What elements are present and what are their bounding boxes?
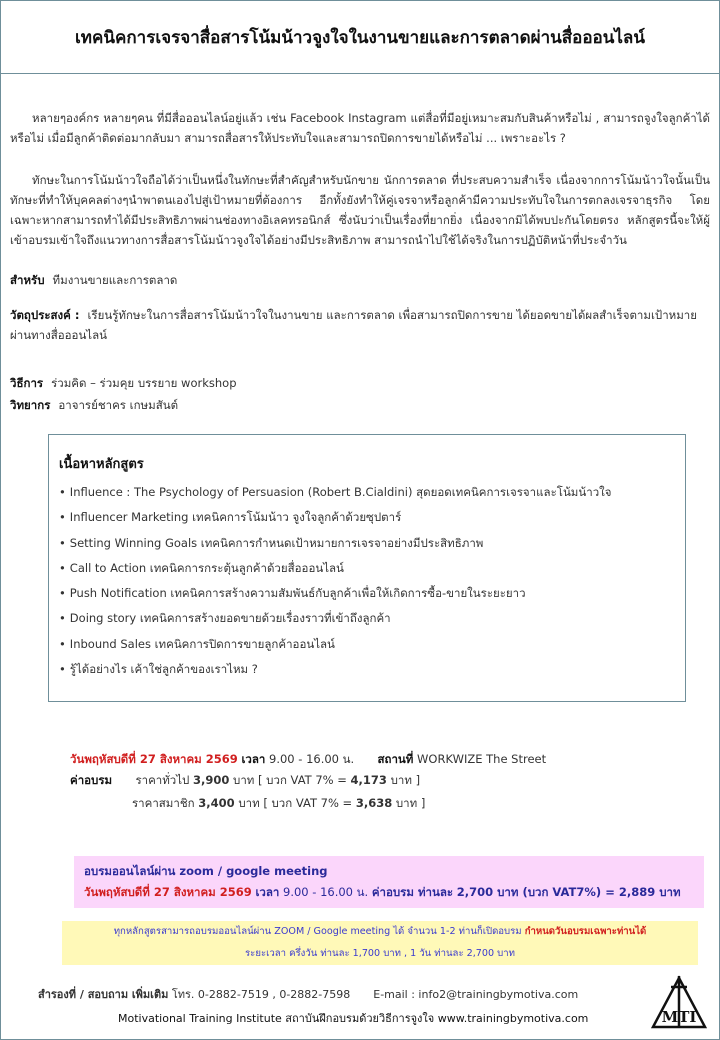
schedule-date: วันพฤหัสบดีที่ 27 สิงหาคม 2569 bbox=[70, 752, 238, 766]
footer-tagline: สถาบันฝึกอบรมด้วยวิธีการจูงใจ bbox=[285, 1012, 435, 1025]
venue-value: WORKWIZE The Street bbox=[417, 752, 547, 766]
intro-paragraph-1: หลายๆองค์กร หลายๆคน ที่มีสื่อออนไลน์อยู่แล้ว เช่น Facebook Instagram แต่สื่อที่มีอยู่เหมาะสมกับสินค้าหรือไม่ , สามารถจูงใจลูกค้าได้หรือไม่ เมื่อมีลูกค้าติดต่อมากลับมา สามารถสื่อสารให้ประทับใจและสามารถปิดการขายได้หรือไม่ ... เพราะอะไร ? bbox=[10, 111, 710, 145]
venue-label: สถานที่ bbox=[377, 752, 414, 766]
method-value: ร่วมคิด – ร่วมคุย บรรยาย workshop bbox=[51, 376, 237, 390]
schedule-date-row bbox=[70, 749, 546, 770]
contact-email[interactable]: E-mail : info2@trainingbymotiva.com bbox=[373, 988, 579, 1001]
speaker-value: อาจารย์ชาคร เกษมสันต์ bbox=[58, 398, 179, 412]
fee-member-end: บาท ] bbox=[395, 796, 426, 810]
fee-member-price: 3,400 bbox=[198, 796, 235, 810]
speaker bbox=[10, 395, 710, 415]
objective-value: เรียนรู้ทักษะในการสื่อสารโน้มน้าวใจในงานขาย และการตลาด เพื่อสามารถปิดการขาย ได้ยอดขายได้ผลสำเร็จตามเป้าหมาย ผ่านทางสื่อออนไลน์ bbox=[10, 308, 698, 342]
course-item: • Push Notification เทคนิคการสร้างความสัมพันธ์กับลูกค้าเพื่อให้เกิดการซื้อ-ขายในระยะยาว bbox=[59, 581, 675, 606]
target-audience bbox=[10, 270, 710, 290]
mti-logo-icon bbox=[650, 975, 708, 1029]
online-fee-label: ค่าอบรม ท่านละ bbox=[371, 885, 454, 899]
course-item: • Call to Action เทคนิคการกระตุ้นลูกค้าด้วยสื่อออนไลน์ bbox=[59, 556, 675, 581]
fee-member-total: 3,638 bbox=[355, 796, 393, 810]
target-audience-value: ทีมงานขายและการตลาด bbox=[52, 273, 178, 287]
online-time: 9.00 - 16.00 น. bbox=[283, 885, 369, 899]
course-item: • รู้ได้อย่างไร เค้าใช่ลูกค้าของเราไหม ? bbox=[59, 657, 675, 682]
objective bbox=[10, 305, 710, 345]
fee-general-total: 4,173 bbox=[350, 773, 387, 787]
course-item: • Doing story เทคนิคการสร้างยอดขายด้วยเรื่องราวที่เข้าถึงลูกค้า bbox=[59, 606, 675, 631]
method-label: วิธีการ bbox=[10, 376, 44, 390]
course-content-heading: เนื้อหาหลักสูตร bbox=[59, 457, 144, 472]
footer-org: Motivational Training Institute bbox=[118, 1012, 282, 1025]
objective-label: วัตถุประสงค์ : bbox=[10, 308, 80, 322]
fee-general-price: 3,900 bbox=[193, 773, 230, 787]
online-title: อบรมออนไลน์ผ่าน zoom / google meeting bbox=[84, 864, 328, 878]
course-content-list bbox=[59, 480, 675, 682]
intro-paragraph-2: ทักษะในการโน้มน้าวใจถือได้ว่าเป็นหนึ่งในทักษะที่สำคัญสำหรับนักขาย นักการตลาด ที่ประสบความสำเร็จ เนื่องจากการโน้มน้าวใจนั้นเป็นทักษะที่ทำให้บุคคลต่างๆนำพาตนเองไปสู่เป้าหมายที่ต้องการ อีกทั้งยังทำให้คู่เจรจาหรือลูกค้ามีความประทับใจในการตกลงเจรจาธุรกิจ โดยเฉพาะหากสามารถทำได้มีประสิทธิภาพผ่านช่องทางอิเลคทรอนิกส์ ซึ่งนับว่าเป็นเรื่องที่ยากยิ่ง เนื่องจากมิได้พบปะกันโดยตรง หลักสูตรนี้จะให้ผู้เข้าอบรมเข้าใจถึงแนวทางการสื่อสารโน้มน้าวจูงใจได้อย่างมีประสิทธิภาพ สามารถนำไปใช้ได้จริงในการปฏิบัติหน้าที่ประจำวัน bbox=[10, 173, 710, 247]
page-title: เทคนิคการเจรจาสื่อสารโน้มน้าวจูงใจในงานขายและการตลาดผ่านสื่อออนไลน์ bbox=[75, 28, 645, 48]
online-time-label: เวลา bbox=[255, 885, 280, 899]
contact-label: สำรองที่ / สอบถาม เพิ่มเติม bbox=[38, 988, 169, 1001]
course-item: • Setting Winning Goals เทคนิคการกำหนดเป้าหมายการเจรจาอย่างมีประสิทธิภาพ bbox=[59, 531, 675, 556]
header bbox=[0, 0, 720, 74]
course-item: • Inbound Sales เทคนิคการปิดการขายลูกค้าออนไลน์ bbox=[59, 632, 675, 657]
course-item: • Influencer Marketing เทคนิคการโน้มน้าว จูงใจลูกค้าด้วยซุปตาร์ bbox=[59, 505, 675, 530]
online-date: วันพฤหัสบดีที่ 27 สิงหาคม 2569 bbox=[84, 885, 252, 899]
notice-line-1 bbox=[62, 921, 698, 943]
fee-general-vat: บาท [ บวก VAT 7% = bbox=[233, 773, 347, 787]
course-item: • Influence : The Psychology of Persuasion (Robert B.Cialdini) สุดยอดเทคนิคการเจรจาและโน้มน้าวใจ bbox=[59, 480, 675, 505]
online-fee: 2,700 บาท (บวก VAT7%) = 2,889 บาท bbox=[456, 885, 681, 899]
contact-row bbox=[38, 985, 578, 1005]
course-content-box bbox=[48, 434, 686, 702]
fee-general-end: บาท ] bbox=[390, 773, 421, 787]
notice-text: ทุกหลักสูตรสามารถอบรมออนไลน์ผ่าน ZOOM / Google meeting ได้ จำนวน 1-2 ท่านก็เปิดอบรม bbox=[113, 926, 522, 937]
fee-label: ค่าอบรม bbox=[70, 773, 113, 787]
online-notice bbox=[62, 921, 698, 965]
fee-general-label: ราคาทั่วไป bbox=[135, 773, 190, 787]
schedule-time-label: เวลา bbox=[241, 752, 266, 766]
fee-member-label: ราคาสมาชิก bbox=[132, 796, 195, 810]
fee-general-row bbox=[70, 770, 420, 791]
footer bbox=[118, 1009, 588, 1029]
logo-text: MTI bbox=[661, 1008, 697, 1026]
online-training-box bbox=[74, 856, 704, 908]
fee-member-row bbox=[132, 793, 425, 814]
method bbox=[10, 373, 710, 393]
fee-member-vat: บาท [ บวก VAT 7% = bbox=[238, 796, 353, 810]
speaker-label: วิทยากร bbox=[10, 398, 51, 412]
schedule-time: 9.00 - 16.00 น. bbox=[269, 752, 355, 766]
contact-phone: โทร. 0-2882-7519 , 0-2882-7598 bbox=[171, 988, 351, 1001]
notice-highlight: กำหนดวันอบรมเฉพาะท่านได้ bbox=[524, 926, 647, 937]
online-detail-row bbox=[84, 882, 694, 903]
target-audience-label: สำหรับ bbox=[10, 273, 45, 287]
notice-line-2: ระยะเวลา ครึ่งวัน ท่านละ 1,700 บาท , 1 วัน ท่านละ 2,700 บาท bbox=[245, 948, 515, 959]
footer-website[interactable]: www.trainingbymotiva.com bbox=[437, 1012, 589, 1025]
